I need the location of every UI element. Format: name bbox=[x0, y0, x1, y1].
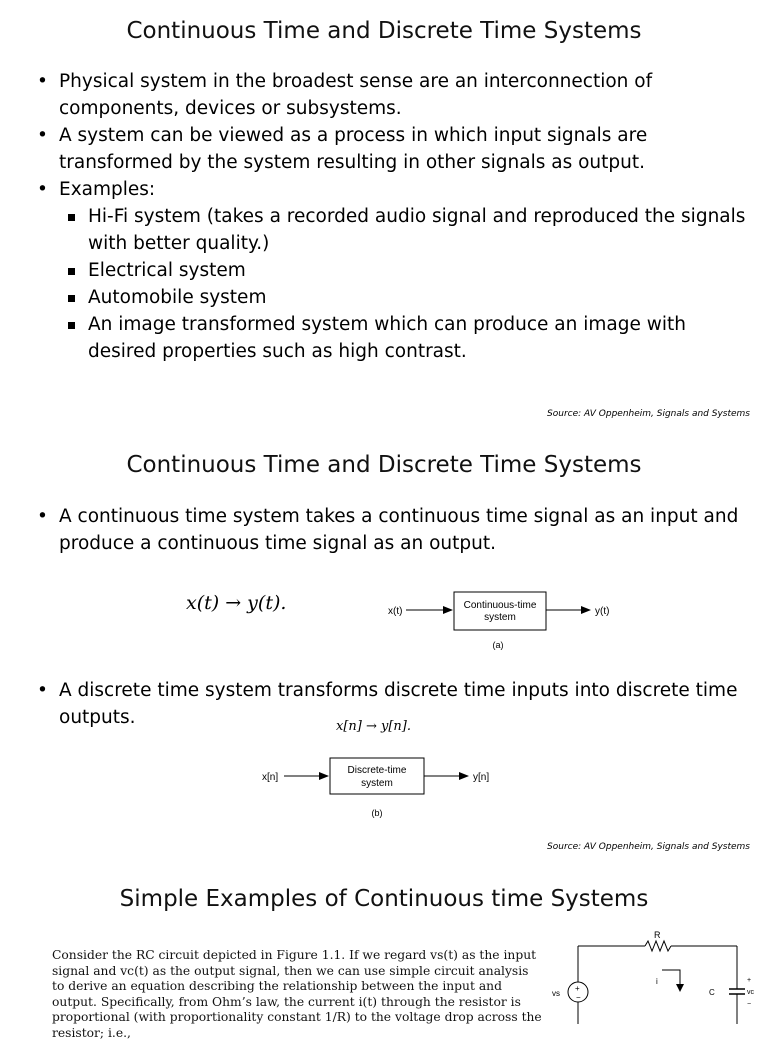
vc-minus: − bbox=[747, 1001, 752, 1008]
source-minus: − bbox=[576, 993, 581, 1002]
dt-caption: (b) bbox=[371, 808, 383, 818]
example-item bbox=[59, 284, 752, 311]
dt-output-label: y[n] bbox=[473, 772, 490, 783]
square-bullet-icon bbox=[68, 322, 75, 329]
square-bullet-icon bbox=[68, 214, 75, 221]
textbook-excerpt bbox=[52, 948, 542, 1041]
example-text: Automobile system bbox=[88, 287, 267, 308]
bullet-text: A continuous time system takes a continuous time signal as an input and produce a continuous time signal as an output. bbox=[59, 506, 739, 554]
bullet-item bbox=[37, 122, 752, 176]
ct-system-box bbox=[454, 592, 546, 630]
continuous-time-block-diagram bbox=[380, 586, 630, 652]
slide-2-title: Continuous Time and Discrete Time Systems bbox=[126, 452, 642, 478]
bullet-dot-icon: • bbox=[37, 680, 48, 701]
bullet-item bbox=[37, 68, 752, 122]
current-label: i bbox=[656, 977, 658, 986]
example-text: Electrical system bbox=[88, 260, 246, 281]
resistor-label: R bbox=[654, 930, 661, 940]
bullet-text: A discrete time system transforms discrete time inputs into discrete time outputs. bbox=[59, 680, 738, 728]
discrete-time-block-diagram bbox=[258, 754, 508, 824]
bullet-text: Examples: bbox=[59, 179, 156, 200]
slide-3-title: Simple Examples of Continuous time Systems bbox=[119, 886, 649, 912]
ct-output-label: y(t) bbox=[595, 606, 610, 617]
source-citation: Source: AV Oppenheim, Signals and Systems bbox=[547, 842, 750, 852]
bullet-text: A system can be viewed as a process in which input signals are transformed by the system resulting in other signals as output. bbox=[59, 125, 648, 173]
ct-box-line2: system bbox=[484, 612, 516, 623]
source-plus: + bbox=[575, 984, 580, 993]
dt-equation: x[n] → y[n]. bbox=[336, 719, 411, 734]
bullet-dot-icon: • bbox=[37, 506, 48, 527]
dt-box-line2: system bbox=[361, 778, 393, 789]
example-item bbox=[59, 311, 752, 365]
slide-1-title: Continuous Time and Discrete Time Systems bbox=[126, 18, 642, 44]
slide-1 bbox=[0, 0, 768, 430]
slide-1-bullet-list bbox=[37, 68, 752, 365]
slide-3 bbox=[0, 862, 768, 1040]
example-item bbox=[59, 203, 752, 257]
ct-box-line1: Continuous-time bbox=[463, 600, 537, 611]
example-item bbox=[59, 257, 752, 284]
vc-plus: + bbox=[747, 977, 752, 984]
rc-circuit-figure bbox=[550, 928, 755, 1024]
slide-2 bbox=[0, 432, 768, 860]
source-citation: Source: AV Oppenheim, Signals and Systems bbox=[547, 409, 750, 419]
slide-2-bullet-list-1 bbox=[37, 503, 752, 557]
vc-label: vc bbox=[747, 989, 754, 996]
ct-equation: x(t) → y(t). bbox=[186, 592, 287, 614]
dt-box-line1: Discrete-time bbox=[347, 765, 407, 776]
bullet-item bbox=[37, 503, 752, 557]
ct-caption: (a) bbox=[492, 640, 504, 650]
bullet-item bbox=[37, 176, 752, 365]
bullet-dot-icon: • bbox=[37, 179, 48, 200]
resistor-icon bbox=[645, 941, 671, 951]
vs-label: vs bbox=[552, 989, 560, 998]
dt-input-label: x[n] bbox=[262, 772, 279, 783]
current-arrowhead-icon bbox=[676, 984, 684, 992]
examples-sublist bbox=[59, 203, 752, 365]
example-text: An image transformed system which can produce an image with desired properties such as high contrast. bbox=[88, 314, 686, 362]
ct-input-label: x(t) bbox=[388, 606, 403, 617]
example-text: Hi-Fi system (takes a recorded audio signal and reproduced the signals with better quality.) bbox=[88, 206, 746, 254]
capacitor-label: C bbox=[709, 988, 715, 997]
bullet-text: Physical system in the broadest sense are an interconnection of components, devices or subsystems. bbox=[59, 71, 653, 119]
excerpt-paragraph: Consider the RC circuit depicted in Figure 1.1. If we regard vs(t) as the input signal and vc(t) as the output signal, then we can use simple circuit analysis to derive an equation describing the relationship between the input and output. Specifically, from Ohm’s law, the current i(t) through the resistor is proportional (with proportionality constant 1/R) to the voltage drop across the resistor; i.e., bbox=[52, 948, 542, 1040]
bullet-dot-icon: • bbox=[37, 71, 48, 92]
square-bullet-icon bbox=[68, 295, 75, 302]
square-bullet-icon bbox=[68, 268, 75, 275]
bullet-dot-icon: • bbox=[37, 125, 48, 146]
